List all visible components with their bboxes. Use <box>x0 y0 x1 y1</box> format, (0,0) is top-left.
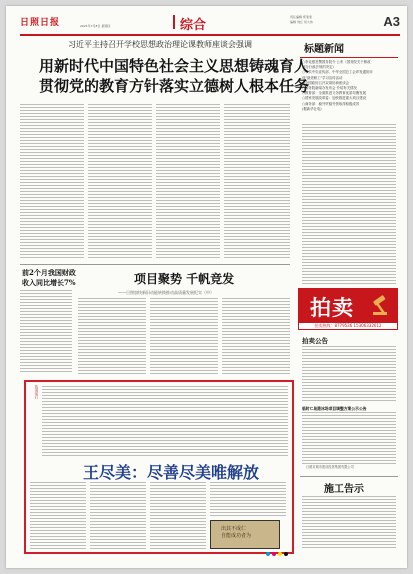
section-name: 综合 <box>180 18 207 33</box>
yellow-mark <box>278 552 282 556</box>
body-column <box>30 482 86 550</box>
auction-notice-title: 拍卖公告 <box>302 337 328 345</box>
auction-word: 拍卖 <box>310 295 354 320</box>
body-column <box>88 104 152 260</box>
body-column <box>78 298 146 374</box>
headline-news-panel <box>300 34 398 112</box>
body-column <box>150 482 206 550</box>
lead-headline-1: 用新时代中国特色社会主义思想铸魂育人 <box>39 57 310 75</box>
body-column <box>210 482 286 518</box>
lead-kicker: 习近平主持召开学校思想政治理论课教师座谈会强调 <box>68 40 252 49</box>
feature-column-label: 执著前行 <box>35 385 39 399</box>
construction-notice-body <box>302 496 396 550</box>
paper-name: 日照日报 <box>20 18 61 28</box>
calligraphy-photo <box>210 520 280 549</box>
news-item[interactable]: ○教育部：全面推进义务教育优质均衡发展 <box>302 91 366 96</box>
date-line: 2021年7月8日 星期四 <box>80 24 111 28</box>
page-number: A3 <box>383 14 400 29</box>
gavel-icon <box>370 294 392 316</box>
side-story-title-1: 前2个月我国财政 <box>22 268 76 277</box>
magenta-mark <box>272 552 276 556</box>
notice-company: 日照市城市建设投资集团有限公司 <box>306 465 354 469</box>
photo-caption-1: 出其不成仁 <box>221 526 247 532</box>
notice-body-2 <box>302 412 396 464</box>
black-mark <box>284 552 288 556</box>
feature-headline: 王尽美：尽善尽美唯解放 <box>83 463 260 482</box>
mid-story-title: 项目聚势 千帆竞发 <box>134 272 235 286</box>
news-item[interactable]: ○国家发展改革委：加快推进重大项目建设 <box>302 96 366 101</box>
side-story-title-2: 收入同比增长7% <box>22 278 76 287</box>
news-item[interactable]: 选"最美职工"学习宣传活动 <box>302 75 343 80</box>
side-story-body <box>20 290 72 374</box>
notice-title-2: 临时Ｃ岛港冰场项目调整方案公示公告 <box>302 406 367 411</box>
news-item[interactable]: ○商务部：稳外贸稳外资取得积极成效 <box>302 101 360 106</box>
editor-line: 责任编辑 郑斐斐 <box>290 15 312 19</box>
body-column <box>224 104 290 260</box>
auction-hotline: 拍卖热线：8779536 15306332612 <box>298 322 398 330</box>
body-column <box>156 104 220 260</box>
body-column <box>150 298 218 374</box>
rule <box>20 264 290 265</box>
headline-news-title: 标题新闻 <box>300 34 398 58</box>
feature-box <box>24 380 294 554</box>
news-source: (据新华社电) <box>302 106 322 111</box>
masthead <box>20 12 400 36</box>
news-item[interactable]: ○中共中央宣传部、中华全国总工会印发通知评 <box>302 70 373 75</box>
headline-news-list <box>300 60 398 112</box>
body-column <box>20 104 84 260</box>
color-registration-marks <box>266 552 288 556</box>
feature-intro-text <box>42 386 288 456</box>
news-item[interactable]: ○国务院新闻办发布会 介绍有关情况 <box>302 86 357 91</box>
newspaper-page <box>6 6 407 568</box>
photo-caption-2: 自能成功者为 <box>221 533 252 539</box>
editor-line: 编辑 刘红 何大伟 <box>290 20 313 24</box>
news-item[interactable]: 部分行政法规的决定》 <box>302 65 336 70</box>
lead-headline-2: 贯彻党的教育方针落实立德树人根本任务 <box>39 77 310 95</box>
rule <box>300 476 398 477</box>
cyan-mark <box>266 552 270 556</box>
auction-banner <box>298 288 398 322</box>
body-column <box>222 298 290 374</box>
body-column <box>90 482 146 550</box>
section-divider <box>173 15 175 29</box>
mid-story-subtitle: ——日照加快新旧动能转换推动高质量发展纪实（中） <box>118 290 214 295</box>
news-item[interactable]: ○李克强签署国务院令 公布《国务院关于修改 <box>302 60 371 64</box>
construction-notice-title: 施工告示 <box>324 484 364 495</box>
auction-notice-body <box>302 346 396 402</box>
editor-info <box>290 15 313 25</box>
right-column-body <box>302 124 396 284</box>
news-item[interactable]: ○全国政协召开双周协商座谈会 <box>302 80 350 85</box>
